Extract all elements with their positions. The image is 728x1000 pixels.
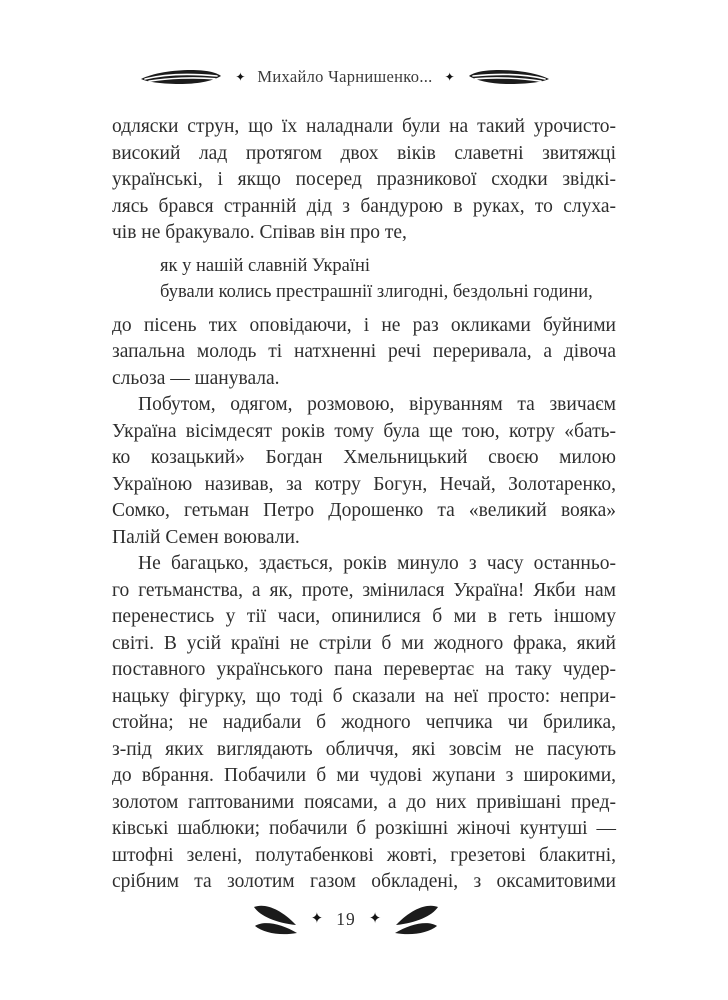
text-line: ківські шаблюки; побачили б розкішні жіночі кунтуші — xyxy=(112,818,616,839)
running-header-title: Михайло Чарнишенко... xyxy=(257,67,433,86)
text-line: Україною називав, за котру Богун, Нечай, Золотаренко, xyxy=(112,473,616,495)
text-line: як у нашій славній Україні xyxy=(160,255,371,276)
text-line: українські, і якщо посеред празникової сходки звідкі- xyxy=(112,169,616,190)
text-line: лясь брався странній дід з бандурою в руках, то слуха- xyxy=(112,195,616,217)
text-line: чів не бракувало. Співав він про те, xyxy=(112,222,407,243)
text-line: запальна молодь ті натхненні речі переривала, а дівоча xyxy=(112,341,616,362)
text-line: штофні зелені, полутабенкові жовті, грезетові блакитні, xyxy=(112,844,616,866)
running-header xyxy=(93,62,597,92)
text-line: поставного українського пана перевертає на таку чудер- xyxy=(112,659,616,680)
text-line: одляски струн, що їх наладнали були на такий урочисто- xyxy=(112,116,616,137)
text-line: сльоза — шанувала. xyxy=(112,367,280,389)
text-line: Україна вісімдесят років тому була ще тою, котру «бать- xyxy=(112,420,616,442)
text-line: з-під яких виглядають обличчя, які зовсім не пасують xyxy=(112,738,616,760)
text-line: до вбрання. Побачили б ми чудові жупани з широкими, xyxy=(112,765,616,786)
verse-block xyxy=(160,253,616,305)
text-line: Палій Семен воювали. xyxy=(112,526,300,548)
text-line: срібним та золотим газом обкладені, з оксамитовими xyxy=(112,871,616,892)
text-line: Не багацько, здається, років минуло з часу останньо- xyxy=(138,553,616,574)
text-line: нацьку фігурку, що тоді б сказали на неї просто: непри- xyxy=(112,685,616,707)
leaf-ornament-left-icon xyxy=(139,69,223,85)
diamond-icon: ✦ xyxy=(310,911,324,927)
text-line: ко козацький» Богдан Хмельницький своєю милою xyxy=(112,447,616,468)
leaf-sprig-right-icon xyxy=(394,903,440,936)
leaf-sprig-left-icon xyxy=(252,903,298,936)
text-line: високий лад протягом двох віків славетні звитяжці xyxy=(112,142,616,164)
text-line: го гетьманства, а як, проте, змінилася Україна! Якби нам xyxy=(112,579,616,601)
text-line: стойна; не надибали б жодного чепчика чи брилика, xyxy=(112,712,616,733)
diamond-icon: ✦ xyxy=(444,70,455,84)
text-line: золотом гаптованими поясами, а до них привішані пред- xyxy=(112,791,616,813)
page-number: 19 xyxy=(336,908,356,929)
leaf-ornament-right-icon xyxy=(467,69,551,85)
page-footer xyxy=(0,903,710,936)
leaf-ornament-right-icon xyxy=(467,69,551,85)
text-line: Побутом, одягом, розмовою, віруванням та звичаєм xyxy=(138,394,616,415)
leaf-sprig-right-icon xyxy=(394,903,440,936)
leaf-ornament-left-icon xyxy=(139,69,223,85)
paragraph xyxy=(112,392,616,551)
leaf-sprig-left-icon xyxy=(252,903,298,936)
paragraph xyxy=(112,551,616,896)
text-line: перенестись у тії часи, опинилися б ми в геть іншому xyxy=(112,606,616,627)
paragraph xyxy=(112,313,616,393)
text-line: бували колись престрашнії злигодні, бездольні години, xyxy=(160,281,593,302)
page-body-text xyxy=(112,114,616,896)
diamond-icon: ✦ xyxy=(368,911,382,927)
text-line: Сомко, гетьман Петро Дорошенко та «великий вояка» xyxy=(112,500,616,521)
paragraph xyxy=(112,114,616,247)
diamond-icon: ✦ xyxy=(235,70,246,84)
text-line: до пісень тих оповідаючи, і не раз окликами буйними xyxy=(112,314,616,336)
text-line: світі. В усій країні не стріли б ми жодного фрака, який xyxy=(112,632,616,654)
